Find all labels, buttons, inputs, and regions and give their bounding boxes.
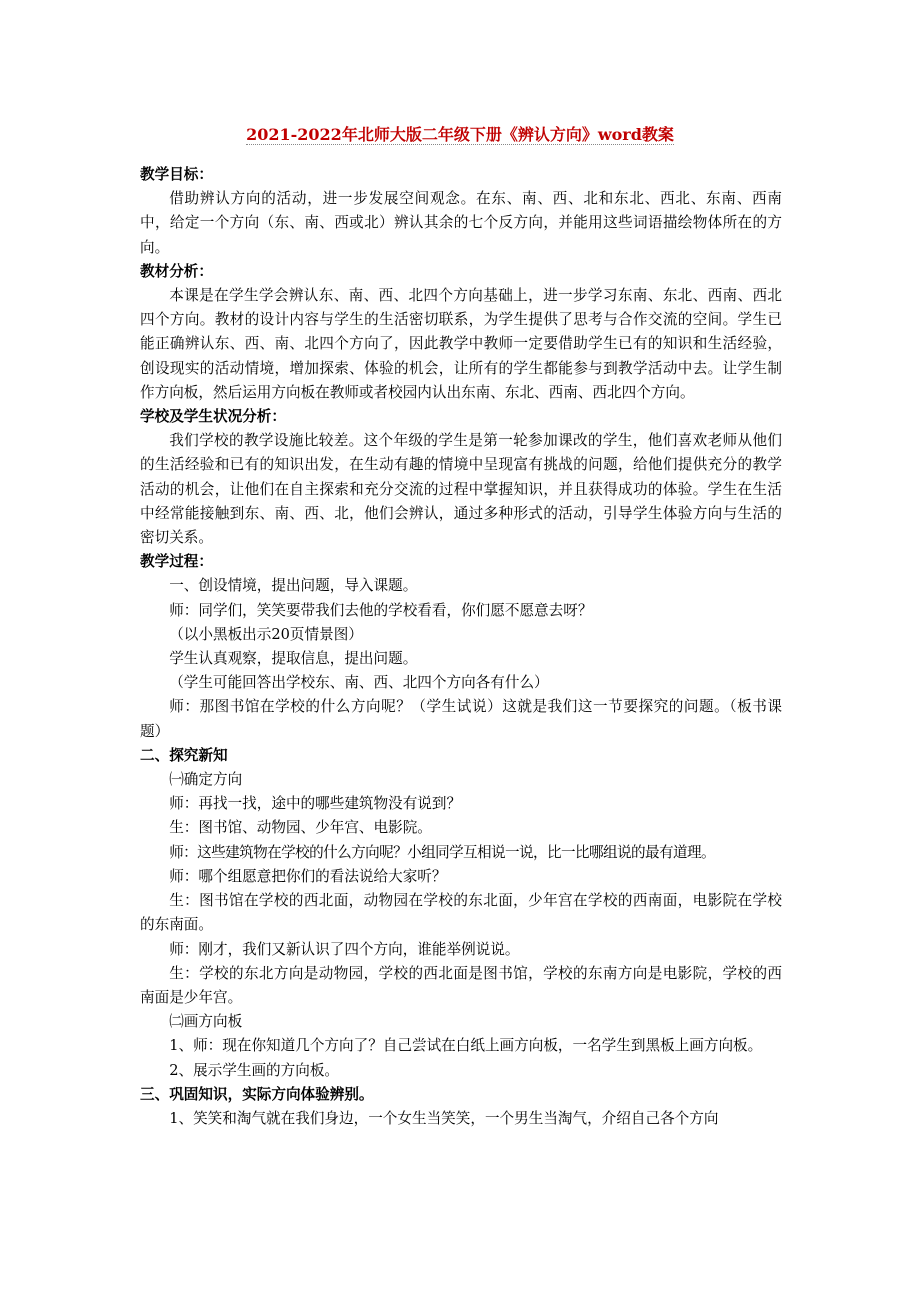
- text-line: 师：哪个组愿意把你们的看法说给大家听？: [169, 867, 447, 885]
- text-line: 师：这些建筑物在学校的什么方向呢？小组同学互相说一说，比一比哪组说的最有道理。: [169, 843, 715, 861]
- text-line: 师：同学们，笑笑要带我们去他的学校看看，你们愿不愿意去呀？: [169, 601, 593, 619]
- text-line: 生：图书馆、动物园、少年宫、电影院。: [169, 819, 432, 837]
- section-heading-objectives: 教学目标：: [140, 166, 213, 183]
- paragraph: 本课是在学生学会辨认东、南、西、北四个方向基础上，进一步学习东南、东北、西南、西北四个方向。教材的设计内容与学生的生活密切联系，为学生提供了思考与合作交流的空间。学生已能正确辨认东、西、南、北四个方向了，因此教学中教师一定要借助学生已有的知识和生活经验，创设现实的活动情境，增加探索、体验的机会，让所有的学生都能参与到教学活动中去。让学生制作方向板，然后运用方向板在教师或者校园内认出东南、东北、西南、西北四个方向。: [140, 287, 782, 401]
- text-line: （学生可能回答出学校东、南、西、北四个方向各有什么）: [169, 674, 549, 692]
- text-line: 1、笑笑和淘气就在我们身边，一个女生当笑笑，一个男生当淘气，介绍自己各个方向: [169, 1109, 719, 1127]
- text-line: 师：那图书馆在学校的什么方向呢？（学生试说）这就是我们这一节要探究的问题。（板书课题）: [140, 698, 782, 740]
- document-title: 2021-2022年北师大版二年级下册《辨认方向》word教案: [246, 125, 674, 144]
- text-line: （以小黑板出示20页情景图）: [169, 625, 363, 643]
- text-line: 师：再找一找，途中的哪些建筑物没有说到？: [169, 795, 462, 813]
- text-line: ㈡画方向板: [169, 1013, 243, 1031]
- section-heading-explore: 二、探究新知: [140, 746, 228, 764]
- section-heading-teaching-process: 教学过程：: [140, 553, 213, 571]
- text-line: 师：刚才，我们又新认识了四个方向，谁能举例说说。: [169, 940, 520, 958]
- paragraph: 我们学校的教学设施比较差。这个年级的学生是第一轮参加课改的学生，他们喜欢老师从他们的生活经验和已有的知识出发，在生动有趣的情境中呈现富有挑战的问题，给他们提供充分的教学活动的机会，让他们在自主探索和充分交流的过程中掌握知识，并且获得成功的体验。学生在生活中经常能接触到东、南、西、北，他们会辨认，通过多种形式的活动，引导学生体验方向与生活的密切关系。: [140, 432, 782, 547]
- text-line: ㈠确定方向: [169, 771, 243, 789]
- text-line: 生：图书馆在学校的西北面，动物园在学校的东北面，少年宫在学校的西南面，电影院在学校的东南面。: [140, 892, 782, 934]
- document-body: [140, 163, 782, 1131]
- text-line: 1、师：现在你知道几个方向了？自己尝试在白纸上画方向板，一名学生到黑板上画方向板。: [169, 1037, 763, 1055]
- text-line: 一、创设情境，提出问题，导入课题。: [169, 577, 418, 595]
- text-line: 生：学校的东北方向是动物园，学校的西北面是图书馆，学校的东南方向是电影院，学校的西南面是少年宫。: [140, 964, 782, 1006]
- text-line: 学生认真观察，提取信息，提出问题。: [169, 650, 418, 668]
- paragraph: 借助辨认方向的活动，进一步发展空间观念。在东、南、西、北和东北、西北、东南、西南中，给定一个方向（东、南、西或北）辨认其余的七个反方向，并能用这些词语描绘物体所在的方向。: [140, 190, 782, 256]
- text-line: 2、展示学生画的方向板。: [169, 1061, 340, 1079]
- section-heading-material-analysis: 教材分析：: [140, 262, 213, 280]
- section-heading-school-analysis: 学校及学生状况分析：: [140, 408, 286, 426]
- section-heading-consolidate: 三、巩固知识，实际方向体验辨别。: [140, 1085, 374, 1103]
